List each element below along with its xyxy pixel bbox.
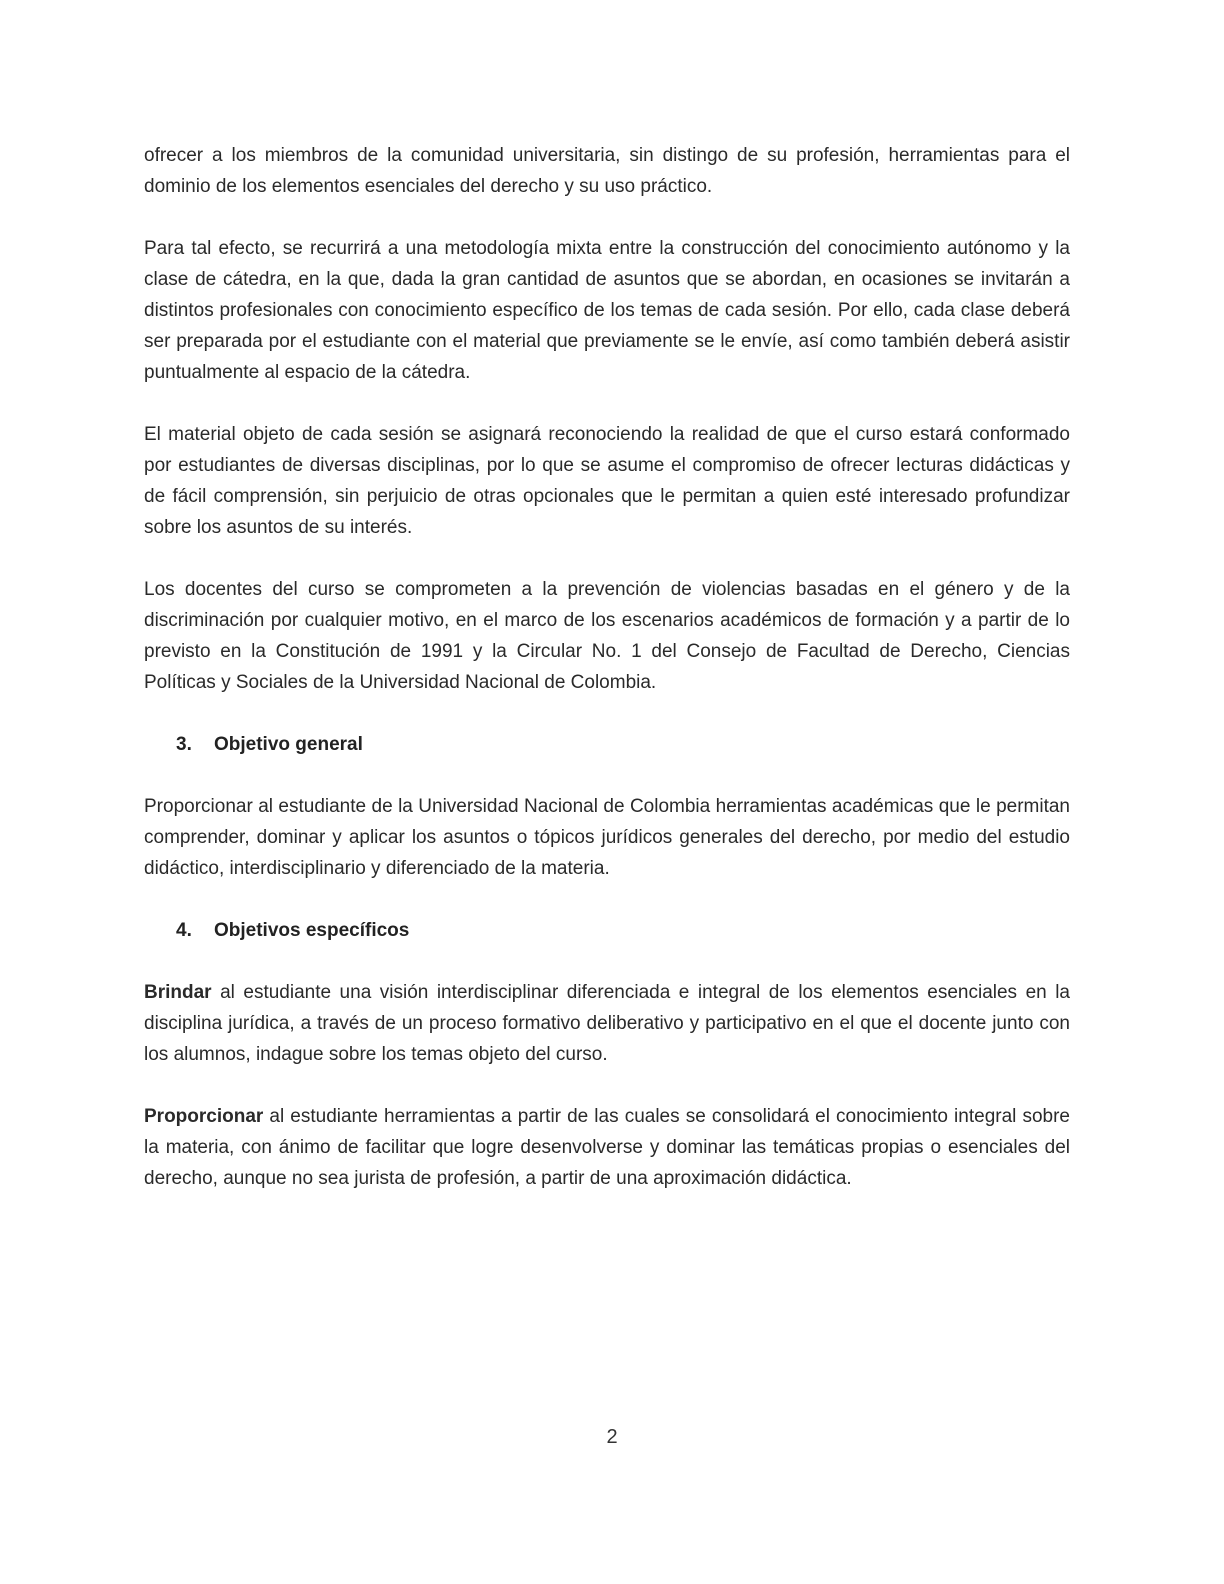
- paragraph-general-objective: Proporcionar al estudiante de la Universidad Nacional de Colombia herramientas académicas que le permitan comprender, dominar y aplicar los asuntos o tópicos jurídicos generales del derecho, por medio del estudio didáctico, interdisciplinario y diferenciado de la materia.: [144, 796, 1070, 879]
- paragraph-methodology: Para tal efecto, se recurrirá a una metodología mixta entre la construcción del conocimiento autónomo y la clase de cátedra, en la que, dada la gran cantidad de asuntos que se abordan, en ocasiones se invitarán a distintos profesionales con conocimiento específico de los temas de cada sesión. Por ello, cada clase deberá ser preparada por el estudiante con el material que previamente se le envíe, así como también deberá asistir puntualmente al espacio de la cátedra.: [144, 238, 1070, 383]
- paragraph-specific-objective-2: [144, 1101, 1070, 1194]
- section-heading-general-objective: [176, 729, 1070, 760]
- paragraph-materials: El material objeto de cada sesión se asignará reconociendo la realidad de que el curso estará conformado por estudiantes de diversas disciplinas, por lo que se asume el compromiso de ofrecer lecturas didácticas y de fácil comprensión, sin perjuicio de otras opcionales que le permitan a quien esté interesado profundizar sobre los asuntos de su interés.: [144, 424, 1070, 538]
- paragraph-gender-violence-commitment: Los docentes del curso se comprometen a la prevención de violencias basadas en el género y de la discriminación por cualquier motivo, en el marco de los escenarios académicos de formación y a partir de lo previsto en la Constitución de 1991 y la Circular No. 1 del Consejo de Facultad de Derecho, Ciencias Políticas y Sociales de la Universidad Nacional de Colombia.: [144, 579, 1070, 693]
- paragraph-intro-continuation: ofrecer a los miembros de la comunidad universitaria, sin distingo de su profesión, herramientas para el dominio de los elementos esenciales del derecho y su uso práctico.: [144, 145, 1070, 197]
- paragraph-specific-objective-1: [144, 977, 1070, 1070]
- section-title: Objetivo general: [214, 734, 363, 755]
- page-number: 2: [606, 1426, 618, 1448]
- objective-text: al estudiante herramientas a partir de las cuales se consolidará el conocimiento integral sobre la materia, con ánimo de facilitar que logre desenvolverse y dominar las temáticas propias o esenciales del derecho, aunque no sea jurista de profesión, a partir de una aproximación didáctica.: [144, 1106, 1070, 1189]
- section-heading-specific-objectives: [176, 915, 1070, 946]
- objective-text: al estudiante una visión interdisciplinar diferenciada e integral de los elementos esenciales en la disciplina jurídica, a través de un proceso formativo deliberativo y participativo en el que el docente junto con los alumnos, indague sobre los temas objeto del curso.: [144, 982, 1070, 1065]
- objective-verb: Brindar: [144, 982, 212, 1003]
- section-title: Objetivos específicos: [214, 920, 410, 941]
- section-number: 3.: [176, 734, 192, 755]
- document-body: [144, 140, 1070, 1225]
- objective-verb: Proporcionar: [144, 1106, 264, 1127]
- section-number: 4.: [176, 920, 192, 941]
